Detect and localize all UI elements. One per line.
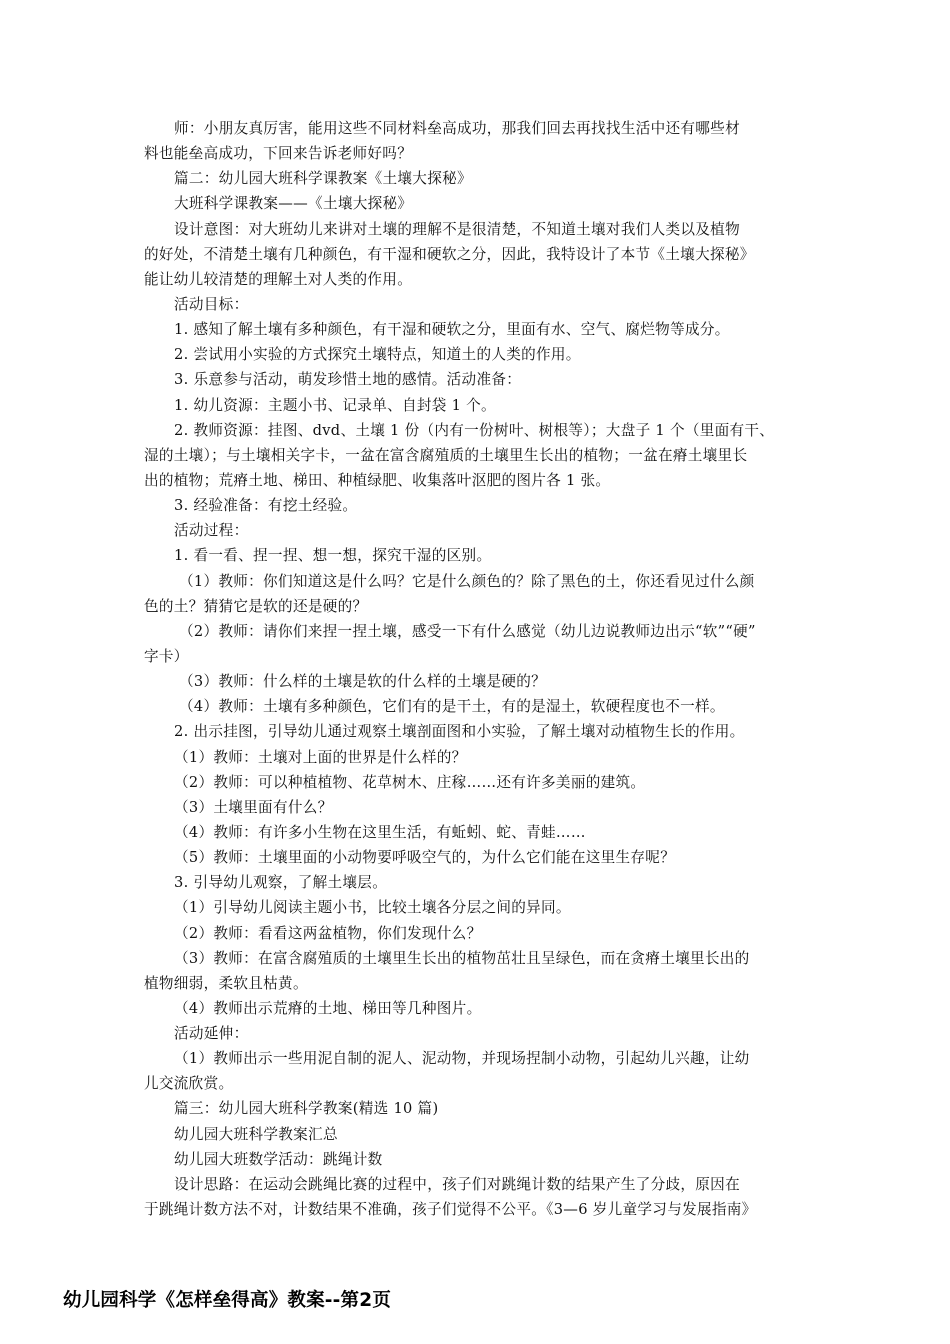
text-line: 活动目标： [174,295,249,313]
text-line: 1. 幼儿资源：主题小书、记录单、自封袋 1 个。 [174,396,496,414]
text-line: （2）教师：可以种植植物、花草树木、庄稼……还有许多美丽的建筑。 [174,773,646,791]
text-line: （3）土壤里面有什么？ [174,798,333,816]
text-line: 出的植物；荒瘠土地、梯田、种植绿肥、收集落叶沤肥的图片各 1 张。 [144,471,611,489]
text-line: 料也能垒高成功，下回来告诉老师好吗？ [144,145,413,163]
text-line: 3. 乐意参与活动，萌发珍惜土地的感情。活动准备： [174,371,522,389]
text-line: 师：小朋友真厉害，能用这些不同材料垒高成功，那我们回去再找找生活中还有哪些材 [174,120,740,137]
text-line: （5）教师：土壤里面的小动物要呼吸空气的，为什么它们能在这里生存呢？ [174,849,676,867]
text-line: 活动延伸： [174,1025,249,1043]
text-line: 1. 看一看、捏一捏、想一想，探究干湿的区别。 [174,547,492,565]
text-line: 幼儿园大班数学活动：跳绳计数 [174,1150,383,1168]
text-line: 能让幼儿较清楚的理解土对人类的作用。 [144,270,413,288]
text-line: 幼儿园大班科学教案汇总 [174,1125,338,1143]
text-line: （4）教师：有许多小生物在这里生活，有蚯蚓、蛇、青蛙…… [174,823,586,841]
text-line: 3. 经验准备：有挖土经验。 [174,497,358,515]
text-line: （2）教师：看看这两盆植物，你们发现什么？ [174,924,482,942]
text-line: 湿的土壤）；与土壤相关字卡，一盆在富含腐殖质的土壤里生长出的植物；一盆在瘠土壤里长 [144,446,748,464]
text-line: （1）教师：你们知道这是什么吗？它是什么颜色的？除了黑色的土，你还看见过什么颜 [179,572,755,590]
text-line: 色的土？猜猜它是软的还是硬的？ [144,597,368,615]
text-line: 活动过程： [174,522,249,540]
text-line: 篇二：幼儿园大班科学课教案《土壤大探秘》 [174,170,472,188]
text-line: （1）引导幼儿阅读主题小书，比较土壤各分层之间的异同。 [174,899,571,917]
text-line: 2. 尝试用小实验的方式探究土壤特点，知道土的人类的作用。 [174,346,581,364]
text-line: 设计思路：在运动会跳绳比赛的过程中，孩子们对跳绳计数的结果产生了分歧，原因在 [174,1175,740,1193]
text-line: （2）教师：请你们来捏一捏土壤，感受一下有什么感觉（幼儿边说教师边出示“软”“硬” [179,622,756,640]
text-line: （3）教师：在富含腐殖质的土壤里生长出的植物茁壮且呈绿色，而在贪瘠土壤里长出的 [174,949,750,967]
text-line: 大班科学课教案——《土壤大探秘》 [174,195,413,213]
text-line: 植物细弱，柔软且枯黄。 [144,974,308,992]
page-footer: 幼儿园科学《怎样垒得高》教案--第2页 [63,1290,392,1311]
text-line: 3. 引导幼儿观察，了解土壤层。 [174,874,388,892]
text-line: 2. 出示挂图，引导幼儿通过观察土壤剖面图和小实验，了解土壤对动植物生长的作用。 [174,723,745,741]
text-line: （4）教师出示荒瘠的土地、梯田等几种图片。 [174,999,482,1017]
text-line: 字卡） [144,647,189,665]
text-line: （3）教师：什么样的土壤是软的什么样的土壤是硬的？ [179,673,547,691]
text-line: 1. 感知了解土壤有多种颜色，有干湿和硬软之分，里面有水、空气、腐烂物等成分。 [174,321,730,339]
text-line: （4）教师：土壤有多种颜色，它们有的是干土，有的是湿土，软硬程度也不一样。 [179,698,725,716]
document-body [0,116,950,1222]
text-line: 儿交流欣赏。 [144,1075,234,1093]
text-line: 于跳绳计数方法不对，计数结果不准确，孩子们觉得不公平。《3—6 岁儿童学习与发展指南》 [144,1201,757,1219]
text-line: 的好处，不清楚土壤有几种颜色，有干湿和硬软之分，因此，我特设计了本节《土壤大探秘》 [144,245,755,263]
text-line: （1）教师出示一些用泥自制的泥人、泥动物，并现场捏制小动物，引起幼儿兴趣，让幼 [174,1050,750,1068]
text-line: 2. 教师资源：挂图、dvd、土壤 1 份（内有一份树叶、树根等）；大盘子 1 个（里面有干、 [174,421,775,439]
text-line: 篇三：幼儿园大班科学教案(精选 10 篇) [174,1100,439,1118]
text-line: 设计意图：对大班幼儿来讲对土壤的理解不是很清楚，不知道土壤对我们人类以及植物 [174,220,740,238]
text-line: （1）教师：土壤对上面的世界是什么样的？ [174,748,467,766]
